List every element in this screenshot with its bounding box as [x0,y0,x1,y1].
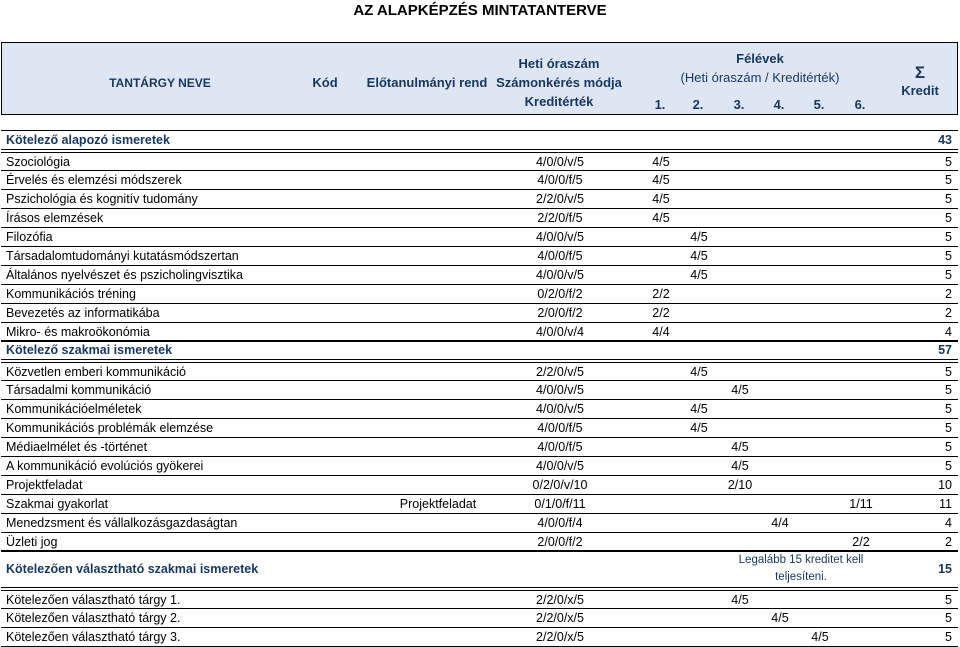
semester-cell: 4/5 [731,459,749,473]
subject-name: Projektfeladat [6,478,83,492]
table-row [1,438,958,457]
credit-value: 4 [945,325,952,339]
subject-name: A kommunikáció evolúciós gyökerei [6,459,204,473]
weekly-hours: 2/2/0/v/5 [536,365,584,379]
weekly-hours: 4/0/0/v/5 [536,155,584,169]
subject-name: Kommunikációs problémák elemzése [6,421,214,435]
section-note [731,552,871,586]
subject-name: Mikro- és makroökonómia [6,325,150,339]
subject-name: Érvelés és elemzési módszerek [6,173,182,187]
credit-value: 5 [945,230,952,244]
semester-cell: 1/11 [849,497,873,511]
credit-value: 5 [945,383,952,397]
semester-cell: 4/5 [771,611,789,625]
subject-name: Kommunikációs tréning [6,287,136,301]
credit-value: 10 [938,478,952,492]
section-total: 57 [938,343,952,357]
table-row [1,609,958,628]
table-row [1,457,958,476]
subject-name: Üzleti jog [6,535,58,549]
credit-value: 2 [945,287,952,301]
section-note-line-2: teljesíteni. [775,571,827,583]
weekly-hours: 2/2/0/x/5 [536,630,584,644]
credit-value: 5 [945,173,952,187]
prerequisite: Projektfeladat [399,497,477,511]
subject-name: Társadalmi kommunikáció [6,383,152,397]
section-header [1,130,958,150]
semester-cell: 4/5 [652,173,670,187]
weekly-hours: 2/2/0/f/5 [537,211,583,225]
table-row [1,419,958,438]
weekly-hours: 4/0/0/v/5 [536,459,584,473]
subject-name: Bevezetés az informatikába [6,306,160,320]
semester-cell: 2/2 [652,287,670,301]
credit-value: 5 [945,440,952,454]
weekly-hours: 2/0/0/f/2 [537,306,583,320]
weekly-hours: 4/0/0/f/5 [537,421,583,435]
weekly-hours: 2/2/0/v/5 [536,192,584,206]
section-total: 43 [938,133,952,147]
section-title: Kötelezően választható szakmai ismeretek [6,562,259,576]
subject-name: Kötelezően választható tárgy 3. [6,630,181,644]
header-sum-credit: Kredit [901,83,939,98]
section-title: Kötelező szakmai ismeretek [6,343,173,357]
table-row [1,628,958,647]
weekly-hours: 4/0/0/f/5 [537,249,583,263]
table-row [1,209,958,228]
header-sem-1: 1. [654,97,666,112]
table-row [1,266,958,285]
header-semesters-sub: (Heti óraszám / Kreditérték) [680,70,840,85]
header-sem-6: 6. [854,97,866,112]
table-row [1,381,958,400]
credit-value: 5 [945,459,952,473]
weekly-hours: 4/0/0/v/5 [536,268,584,282]
semester-cell: 4/4 [652,325,670,339]
credit-value: 5 [945,402,952,416]
header-prereq: Előtanulmányi rend [366,75,488,90]
table-row [1,171,958,190]
subject-name: Társadalomtudományi kutatásmódszertan [6,249,239,263]
subject-name: Általános nyelvészet és pszicholingvisztika [6,268,243,282]
weekly-hours: 2/2/0/x/5 [536,611,584,625]
table-row [1,495,958,514]
semester-cell: 2/10 [727,478,753,492]
header-sem-3: 3. [733,97,745,112]
table-row [1,476,958,495]
semester-cell: 4/5 [690,421,708,435]
subject-name: Kötelezően választható tárgy 2. [6,611,181,625]
credit-value: 2 [945,306,952,320]
weekly-hours: 0/1/0/f/11 [534,497,586,511]
weekly-hours: 2/2/0/x/5 [536,593,584,607]
semester-cell: 2/2 [852,535,870,549]
subject-name: Médiaelmélet és -történet [6,440,148,454]
table-row [1,590,958,609]
weekly-hours: 0/2/0/v/10 [532,478,588,492]
header-hours: Heti óraszám [518,56,600,71]
credit-value: 5 [945,421,952,435]
weekly-hours: 2/0/0/f/2 [537,535,583,549]
weekly-hours: 4/0/0/f/4 [537,516,583,530]
section-header [1,340,958,360]
credit-value: 4 [945,516,952,530]
table-row [1,304,958,323]
weekly-hours: 4/0/0/f/5 [537,173,583,187]
header-sem-5: 5. [813,97,825,112]
header-assessment: Számonkérés módja [496,75,622,90]
subject-name: Pszichológia és kognitív tudomány [6,192,198,206]
table-row [1,514,958,533]
table-row [1,285,958,304]
weekly-hours: 4/0/0/v/5 [536,230,584,244]
table-row [1,400,958,419]
semester-cell: 4/5 [652,192,670,206]
semester-cell: 4/5 [731,593,749,607]
weekly-hours: 4/0/0/v/5 [536,402,584,416]
weekly-hours: 4/0/0/v/5 [536,383,584,397]
table-row [1,190,958,209]
table-row [1,247,958,266]
credit-value: 5 [945,593,952,607]
semester-cell: 4/5 [690,402,708,416]
section-title: Kötelező alapozó ismeretek [6,133,170,147]
subject-name: Kommunikációelméletek [6,402,142,416]
credit-value: 5 [945,611,952,625]
credit-value: 5 [945,365,952,379]
table-row [1,362,958,381]
semester-cell: 4/4 [771,516,789,530]
table-row [1,152,958,171]
credit-value: 5 [945,155,952,169]
semester-cell: 2/2 [652,306,670,320]
credit-value: 2 [945,535,952,549]
credit-value: 5 [945,630,952,644]
subject-name: Menedzsment és vállalkozásgazdaságtan [6,516,238,530]
header-sum: Σ [914,63,926,82]
credit-value: 11 [939,497,952,511]
semester-cell: 4/5 [652,211,670,225]
weekly-hours: 4/0/0/v/4 [536,325,584,339]
subject-name: Szakmai gyakorlat [6,497,109,511]
semester-cell: 4/5 [652,155,670,169]
semester-cell: 4/5 [690,230,708,244]
header-sem-4: 4. [773,97,785,112]
credit-value: 5 [945,249,952,263]
semester-cell: 4/5 [690,268,708,282]
subject-name: Filozófia [6,230,53,244]
semester-cell: 4/5 [690,365,708,379]
header-semesters: Félévek [736,51,784,66]
credit-value: 5 [945,268,952,282]
semester-cell: 4/5 [731,440,749,454]
subject-name: Kötelezően választható tárgy 1. [6,593,181,607]
section-note-line-1: Legalább 15 kreditet kell [738,554,864,566]
section-header [1,550,958,588]
weekly-hours: 4/0/0/f/5 [537,440,583,454]
credit-value: 5 [945,192,952,206]
semester-cell: 4/5 [811,630,829,644]
header-subject: TANTÁRGY NEVE [109,76,211,90]
semester-cell: 4/5 [731,383,749,397]
subject-name: Szociológia [6,155,70,169]
weekly-hours: 0/2/0/f/2 [537,287,583,301]
section-total: 15 [938,562,952,576]
credit-value: 5 [945,211,952,225]
semester-cell: 4/5 [690,249,708,263]
subject-name: Írásos elemzések [6,211,104,225]
header-credit-value: Kreditérték [524,94,594,109]
page-title: AZ ALAPKÉPZÉS MINTATANTERVE [353,2,607,19]
subject-name: Közvetlen emberi kommunikáció [6,365,186,379]
table-row [1,228,958,247]
header-sem-2: 2. [692,97,704,112]
header-code: Kód [312,75,338,90]
